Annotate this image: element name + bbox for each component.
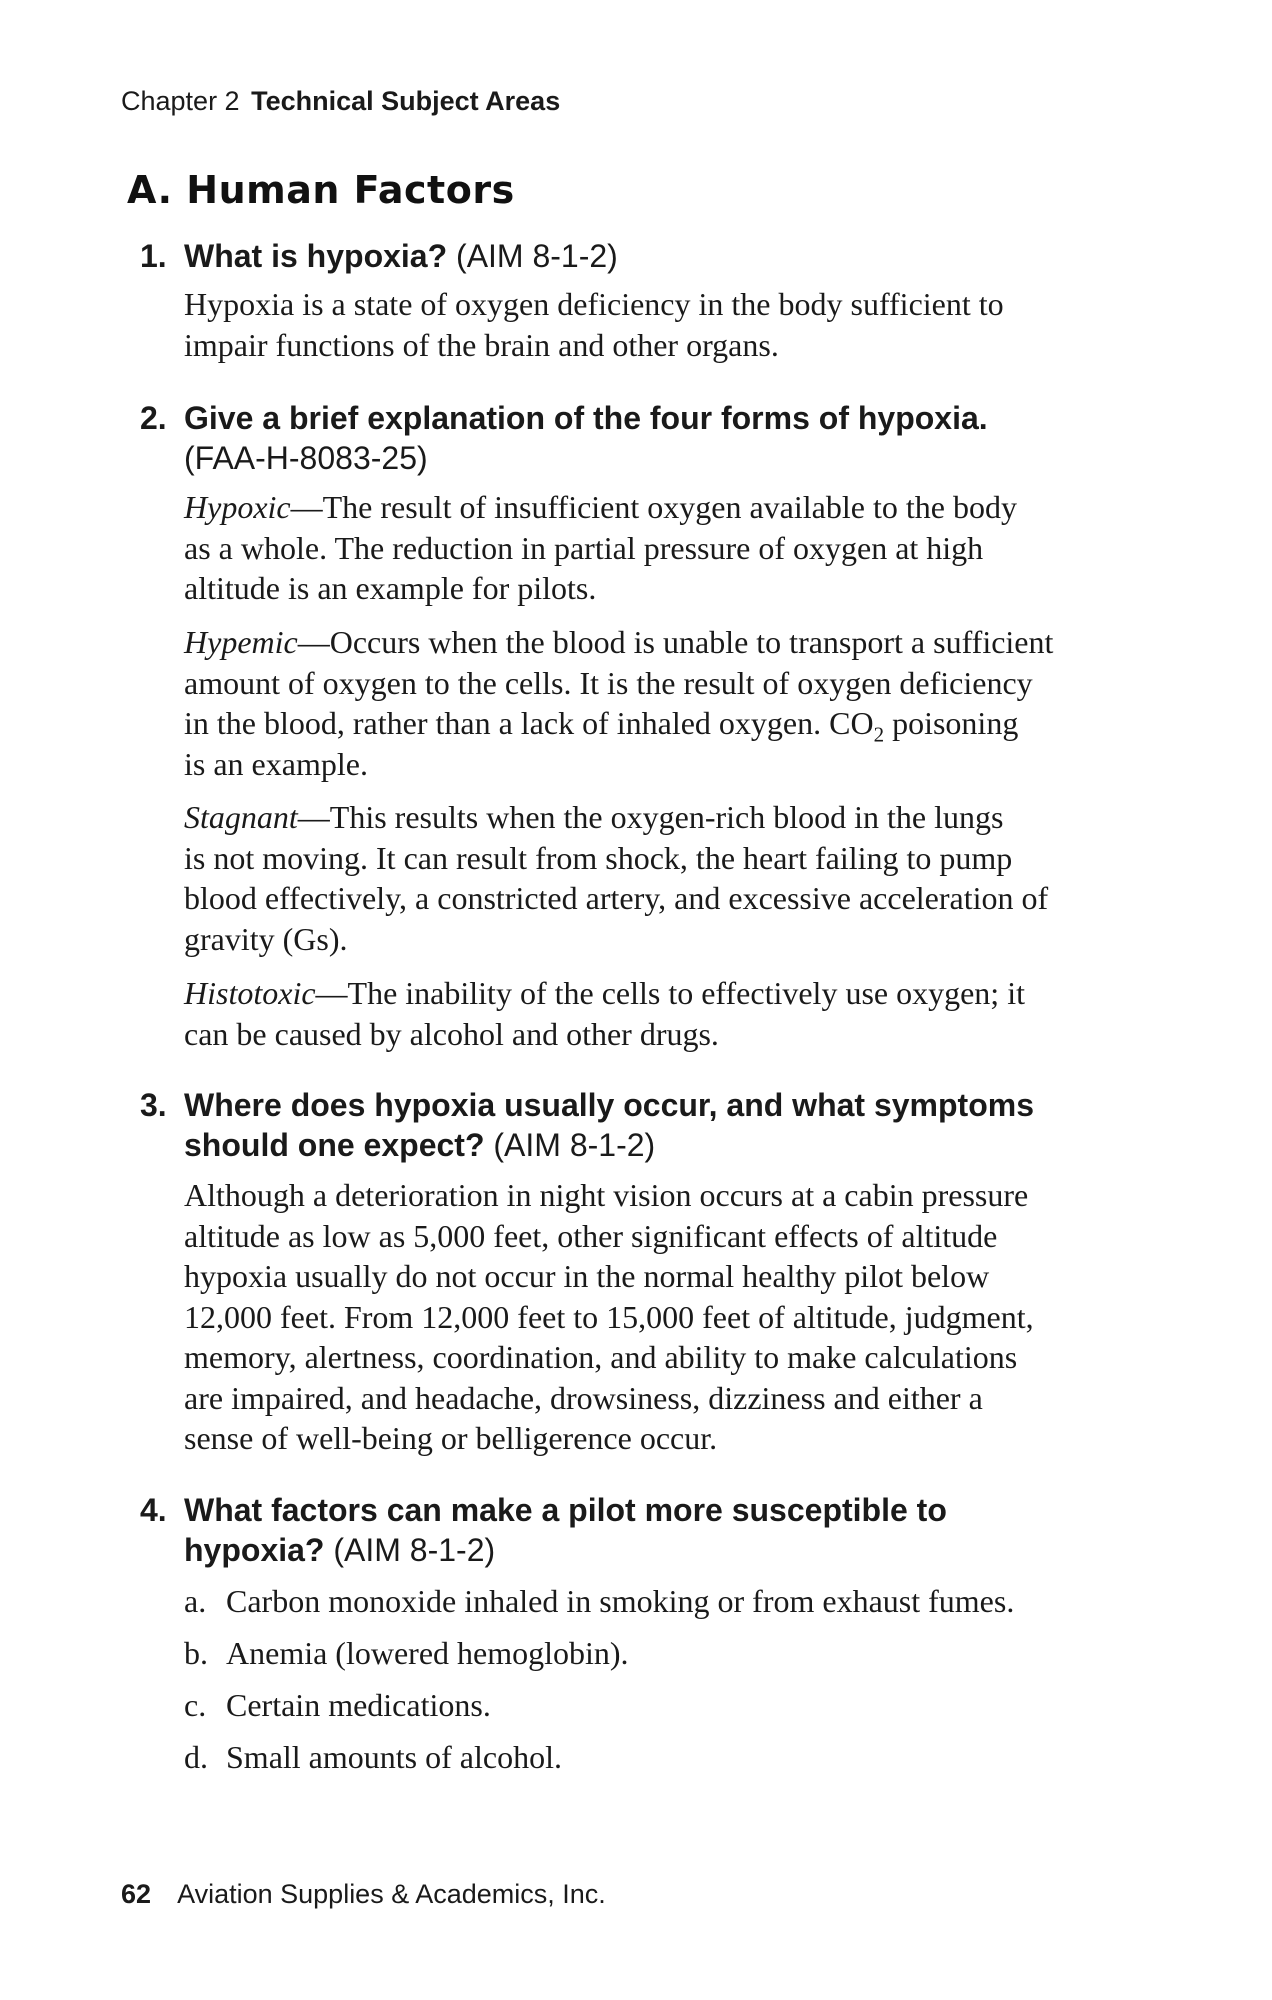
answer-line: Although a deterioration in night vision occurs at a cabin pressure	[184, 1177, 1029, 1213]
form-term: Histotoxic	[184, 975, 316, 1011]
question-line: Give a brief explanation of the four forms of hypoxia.	[184, 400, 988, 436]
question-reference: (AIM 8-1-2)	[333, 1532, 496, 1568]
form-line: poisoning	[884, 705, 1019, 741]
answer-line: impair functions of the brain and other organs.	[184, 326, 779, 363]
form-line: as a whole. The reduction in partial pressure of oxygen at high	[184, 529, 984, 566]
list-item-text: Anemia (lowered hemoglobin).	[226, 1635, 629, 1671]
question-line: What factors can make a pilot more susceptible to	[184, 1492, 947, 1528]
question-number: 2.	[140, 400, 167, 436]
running-head	[121, 86, 560, 117]
form-term: Hypoxic	[184, 489, 291, 525]
list-item	[184, 1581, 1114, 1621]
question-number: 1.	[140, 238, 167, 274]
question-number: 4.	[140, 1492, 167, 1528]
page-footer	[121, 1879, 606, 1910]
answer-line: memory, alertness, coordination, and ability to make calculations	[184, 1339, 1018, 1375]
form-line: can be caused by alcohol and other drugs.	[184, 1015, 719, 1052]
question-line: Where does hypoxia usually occur, and what symptoms	[184, 1087, 1034, 1123]
answer-line: altitude as low as 5,000 feet, other significant effects of altitude	[184, 1217, 998, 1254]
question-reference: (FAA-H-8083-25)	[184, 440, 428, 476]
answer-line: Hypoxia is a state of oxygen deficiency in the body sufficient to	[184, 286, 1004, 322]
form-hypoxic	[184, 487, 1114, 609]
question-reference: (AIM 8-1-2)	[493, 1127, 656, 1163]
subscript-2: 2	[873, 722, 885, 747]
list-item-letter: c.	[184, 1687, 207, 1723]
section-heading: A. Human Factors	[127, 168, 515, 212]
list-item-text: Certain medications.	[226, 1687, 491, 1723]
form-line: blood effectively, a constricted artery, and excessive acceleration of	[184, 880, 1049, 916]
list-item	[184, 1633, 1114, 1673]
question-text	[184, 1085, 1144, 1165]
question-line: hypoxia?	[184, 1532, 325, 1568]
form-line: —The result of insufficient oxygen available to the body	[290, 489, 1017, 525]
form-line: —The inability of the cells to effectively use oxygen; it	[315, 975, 1025, 1011]
form-term: Hypemic	[184, 624, 298, 660]
question-number: 3.	[140, 1087, 167, 1123]
form-term: Stagnant	[184, 799, 298, 835]
question-text	[184, 398, 1144, 478]
answer-line: hypoxia usually do not occur in the normal healthy pilot below	[184, 1258, 990, 1294]
question-reference: (AIM 8-1-2)	[456, 238, 618, 274]
list-item-text: Small amounts of alcohol.	[226, 1739, 562, 1775]
form-line: in the blood, rather than a lack of inhaled oxygen. CO	[184, 705, 874, 741]
form-line: gravity (Gs).	[184, 920, 348, 957]
answer-line: sense of well-being or belligerence occur.	[184, 1420, 718, 1456]
running-head-title: Technical Subject Areas	[251, 86, 561, 116]
form-line: is not moving. It can result from shock, the heart failing to pump	[184, 839, 1013, 876]
form-stagnant	[184, 797, 1114, 959]
page-number: 62	[121, 1879, 152, 1909]
question-text	[184, 236, 1144, 276]
answer-1	[184, 284, 1114, 365]
question-line: What is hypoxia?	[184, 238, 448, 274]
list-item-text: Carbon monoxide inhaled in smoking or from exhaust fumes.	[226, 1583, 1015, 1619]
form-line: —This results when the oxygen-rich blood in the lungs	[297, 799, 1004, 835]
list-item-letter: d.	[184, 1739, 208, 1775]
running-head-chapter: Chapter 2	[121, 86, 240, 116]
list-item	[184, 1685, 1114, 1725]
answer-line: 12,000 feet. From 12,000 feet to 15,000 feet of altitude, judgment,	[184, 1298, 1034, 1335]
form-line: is an example.	[184, 745, 368, 782]
question-text	[184, 1490, 1144, 1570]
form-histotoxic	[184, 973, 1114, 1054]
publisher-name: Aviation Supplies & Academics, Inc.	[177, 1879, 606, 1909]
question-line: should one expect?	[184, 1127, 485, 1163]
list-item-letter: a.	[184, 1583, 207, 1619]
form-hypemic	[184, 622, 1114, 784]
answer-line: are impaired, and headache, drowsiness, dizziness and either a	[184, 1379, 983, 1416]
form-line: altitude is an example for pilots.	[184, 570, 597, 606]
list-item-letter: b.	[184, 1635, 208, 1671]
form-line: amount of oxygen to the cells. It is the result of oxygen deficiency	[184, 664, 1033, 701]
answer-3	[184, 1175, 1114, 1459]
list-item	[184, 1737, 1114, 1777]
form-line: —Occurs when the blood is unable to transport a sufficient	[297, 624, 1054, 660]
